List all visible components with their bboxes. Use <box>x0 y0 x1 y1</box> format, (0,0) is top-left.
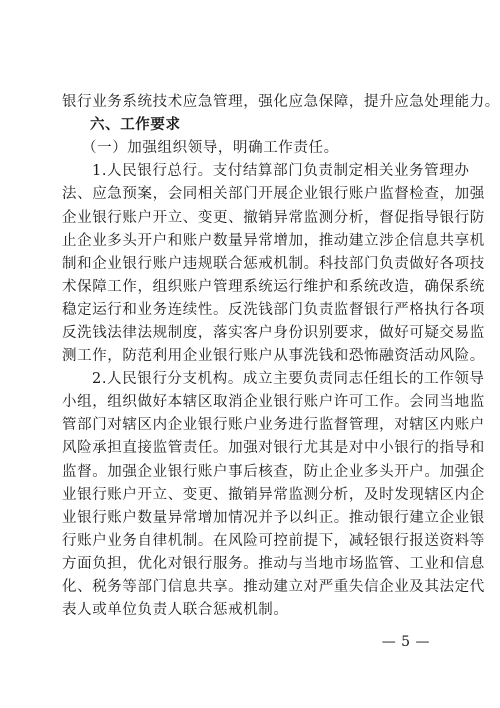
page-number: — 5 — <box>381 634 430 650</box>
paragraph-line: 化、税务等部门信息共享。推动建立对严重失信企业及其法定代 <box>62 578 485 595</box>
section-heading: 六、工作要求 <box>90 117 181 134</box>
paragraph-line: 法、应急预案，会同相关部门开展企业银行账户监督检查，加强 <box>62 186 485 203</box>
paragraph-line: 管部门对辖区内企业银行账户业务进行监督管理，对辖区内账户 <box>62 417 485 434</box>
subsection-heading: （一）加强组织领导，明确工作责任。 <box>82 140 339 157</box>
paragraph-line: 测工作，防范利用企业银行账户从事洗钱和恐怖融资活动风险。 <box>62 348 485 364</box>
paragraph-line: 方面负担，优化对银行服务。推动与当地市场监管、工业和信息 <box>62 555 485 572</box>
paragraph-line: 稳定运行和业务连续性。反洗钱部门负责监督银行严格执行各项 <box>62 301 485 318</box>
paragraph-line: 表人或单位负责人联合惩戒机制。 <box>62 602 289 618</box>
paragraph-line: 小组，组织做好本辖区取消企业银行账户许可工作。会同当地监 <box>62 394 485 411</box>
paragraph-line: 监督。加强企业银行账户事后核查，防止企业多头开户。加强企 <box>62 463 485 480</box>
paragraph-line: 术保障工作，组织账户管理系统运行维护和系统改造，确保系统 <box>62 278 485 295</box>
paragraph-line: 止企业多头开户和账户数量异常增加，推动建立涉企信息共享机 <box>62 232 485 249</box>
paragraph-line: 风险承担直接监管责任。加强对银行尤其是对中小银行的指导和 <box>62 440 485 457</box>
paragraph-line: 业银行账户开立、变更、撤销异常监测分析，及时发现辖区内企 <box>62 486 485 503</box>
paragraph-line: 制和企业银行账户违规联合惩戒机制。科技部门负责做好各项技 <box>62 255 485 272</box>
paragraph-line: 银行业务系统技术应急管理，强化应急保障，提升应急处理能力。 <box>62 94 500 110</box>
paragraph-line: 2.人民银行分支机构。成立主要负责同志任组长的工作领导 <box>92 371 485 388</box>
paragraph-line: 1.人民银行总行。支付结算部门负责制定相关业务管理办 <box>92 163 470 180</box>
paragraph-line: 反洗钱法律法规制度，落实客户身份识别要求，做好可疑交易监 <box>62 324 485 341</box>
paragraph-line: 企业银行账户开立、变更、撤销异常监测分析，督促指导银行防 <box>62 209 485 226</box>
paragraph-line: 行账户业务自律机制。在风险可控前提下，减轻银行报送资料等 <box>62 532 485 549</box>
paragraph-line: 业银行账户数量异常增加情况并予以纠正。推动银行建立企业银 <box>62 509 485 526</box>
